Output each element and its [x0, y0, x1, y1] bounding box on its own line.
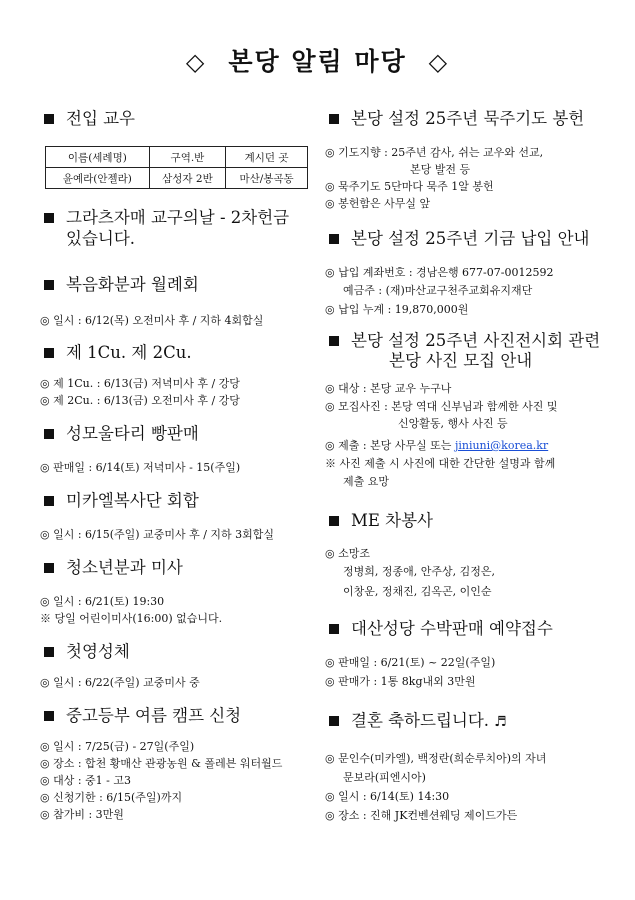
section-heading-transfer: 전입 교우: [40, 108, 135, 130]
page-title: [0, 44, 635, 80]
music-note-icon: ♬: [494, 714, 507, 730]
section-heading-rosary: 본당 설정 25주년 묵주기도 봉헌: [325, 108, 584, 130]
list-item: ◎ 소망조: [325, 547, 370, 560]
list-item: ◎ 일시 : 6/22(주일) 교중미사 중: [40, 676, 200, 689]
note-item: ※ 사진 제출 시 사진에 대한 간단한 설명과 함께: [325, 457, 556, 470]
list-item: ◎ 묵주기도 5단마다 묵주 1알 봉헌: [325, 180, 494, 193]
table-cell: 삼성자 2반: [149, 168, 225, 189]
section-heading-camp: 중고등부 여름 캠프 신청: [40, 705, 241, 727]
table-row: [46, 168, 308, 189]
note-item: ※ 당일 어린이미사(16:00) 없습니다.: [40, 612, 223, 625]
square-bullet-icon: [44, 711, 54, 721]
list-item: ◎ 대상 : 본당 교우 누구나: [325, 382, 452, 395]
list-item-continued: 본당 발전 등: [410, 163, 471, 176]
square-bullet-icon: [329, 336, 339, 346]
section-heading-photo-line2: 본당 사진 모집 안내: [389, 351, 533, 370]
list-item: ◎ 제 2Cu. : 6/13(금) 오전미사 후 / 강당: [40, 394, 240, 407]
diamond-icon: ◇: [428, 48, 450, 76]
section-heading-photo: 본당 설정 25주년 사진전시회 관련: [325, 330, 600, 352]
list-item: ◎ 봉헌함은 사무실 앞: [325, 197, 431, 210]
note-item-continued: 제출 요망: [343, 475, 390, 488]
section-heading-communion: 첫영성체: [40, 641, 130, 663]
section-heading-youth: 청소년분과 미사: [40, 557, 183, 579]
list-item: ◎ 판매가 : 1통 8kg내외 3만원: [325, 675, 476, 688]
list-item: ◎ 문인수(미카엘), 백정란(희순루치아)의 자녀: [325, 752, 547, 765]
list-item: ◎ 납입 계좌번호 : 경남은행 677-07-0012592: [325, 266, 554, 279]
list-item: ◎ 납입 누계 : 19,870,000원: [325, 303, 469, 316]
name-list: 정병희, 정종애, 안주상, 김정은,: [343, 565, 495, 578]
square-bullet-icon: [329, 114, 339, 124]
list-item: ◎ 장소 : 진해 JK컨벤션웨딩 제이드가든: [325, 809, 518, 822]
list-item: ◎ 일시 : 7/25(금) - 27일(주일): [40, 740, 195, 753]
section-heading-cu: 제 1Cu. 제 2Cu.: [40, 342, 192, 364]
list-item: ◎ 장소 : 합천 황매산 관광농원 & 폴레븐 워터월드: [40, 757, 283, 770]
table-header-cell: 구역.반: [149, 147, 225, 168]
list-item: ◎ 일시 : 6/21(토) 19:30: [40, 595, 165, 608]
section-heading-me: ME 차봉사: [325, 510, 433, 532]
table-header-row: [46, 147, 308, 168]
square-bullet-icon: [329, 516, 339, 526]
square-bullet-icon: [44, 429, 54, 439]
list-item: ◎ 모집사진 : 본당 역대 신부님과 함께한 사진 및: [325, 400, 558, 413]
account-holder: 예금주 : (재)마산교구천주교회유지재단: [343, 284, 533, 297]
square-bullet-icon: [44, 563, 54, 573]
table-cell: 마산/봉곡동: [226, 168, 308, 189]
square-bullet-icon: [329, 716, 339, 726]
email-link[interactable]: jiniuni@korea.kr: [454, 439, 549, 452]
square-bullet-icon: [44, 348, 54, 358]
section-heading-evangelization: 복음화분과 월례회: [40, 274, 199, 296]
table-header-cell: 이름(세례명): [46, 147, 150, 168]
list-item: ◎ 참가비 : 3만원: [40, 808, 124, 821]
list-item-continued: 문보라(피엔시아): [343, 771, 426, 784]
list-item: ◎ 판매일 : 6/21(토) ~ 22일(주일): [325, 656, 496, 669]
list-item: ◎ 제출 : 본당 사무실 또는 jiniuni@korea.kr: [325, 439, 549, 452]
square-bullet-icon: [329, 624, 339, 634]
transfer-table: [45, 146, 308, 189]
section-heading-bakery: 성모울타리 빵판매: [40, 423, 199, 445]
square-bullet-icon: [44, 647, 54, 657]
diamond-icon: ◇: [185, 48, 207, 76]
list-item-continued: 신앙활동, 행사 사진 등: [398, 417, 508, 430]
list-item: ◎ 기도지향 : 25주년 감사, 쉬는 교우와 선교,: [325, 146, 544, 159]
square-bullet-icon: [44, 496, 54, 506]
list-item: ◎ 대상 : 중1 - 고3: [40, 774, 132, 787]
list-item: ◎ 신청기한 : 6/15(주일)까지: [40, 791, 183, 804]
square-bullet-icon: [44, 213, 54, 223]
table-header-cell: 계시던 곳: [226, 147, 308, 168]
square-bullet-icon: [329, 234, 339, 244]
list-item: ◎ 일시 : 6/15(주일) 교중미사 후 / 지하 3회합실: [40, 528, 275, 541]
section-heading-fund: 본당 설정 25주년 기금 납입 안내: [325, 228, 590, 250]
section-heading-condolence: 그라츠자매 교구의날 - 2차헌금 있습니다.: [40, 207, 289, 249]
title-text: 본당 알림 마당: [228, 47, 407, 76]
list-item: ◎ 일시 : 6/14(토) 14:30: [325, 790, 450, 803]
list-item: ◎ 제 1Cu. : 6/13(금) 저녁미사 후 / 강당: [40, 377, 240, 390]
square-bullet-icon: [44, 280, 54, 290]
list-item: ◎ 판매일 : 6/14(토) 저녁미사 - 15(주일): [40, 461, 241, 474]
square-bullet-icon: [44, 114, 54, 124]
section-heading-michael: 미카엘복사단 회합: [40, 490, 199, 512]
list-item: ◎ 일시 : 6/12(목) 오전미사 후 / 지하 4회합실: [40, 314, 264, 327]
section-heading-wedding: 결혼 축하드립니다. ♬: [325, 710, 507, 733]
name-list: 이창운, 정채진, 김옥곤, 이인순: [343, 585, 492, 598]
section-heading-watermelon: 대산성당 수박판매 예약접수: [325, 618, 553, 640]
table-cell: 윤예라(안젤라): [46, 168, 150, 189]
